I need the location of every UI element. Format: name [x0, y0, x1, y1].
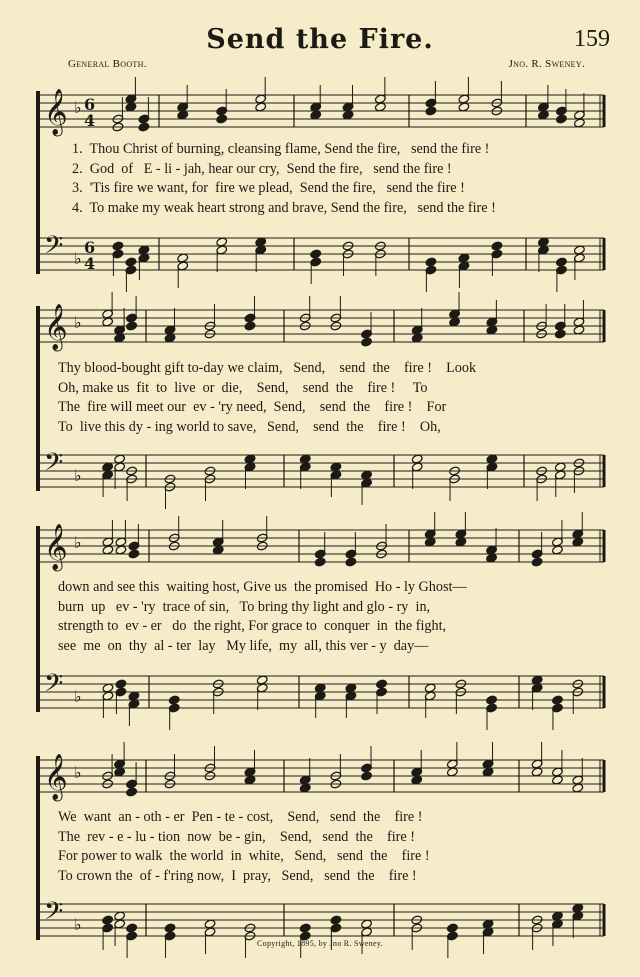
note-head	[531, 767, 543, 777]
note-head	[446, 923, 458, 933]
note-head	[572, 783, 584, 793]
bass-clef-icon: 𝄢	[44, 448, 64, 483]
lyric-line: We want an - oth - er Pen - te - cost, Send, send the fire !	[58, 809, 423, 825]
note-head	[102, 915, 114, 925]
lyric-line: The fire will meet our ev - 'ry need, Send, send the fire ! For	[58, 399, 447, 415]
lyric-line: 3. 'Tis fire we want, for fire we plead, Send the fire, send the fire !	[72, 180, 465, 196]
lyric-line: down and see this waiting host, Give us the promised Ho - ly Ghost—	[58, 579, 467, 595]
note-head	[482, 767, 494, 777]
note-head	[244, 775, 256, 785]
note-head	[164, 923, 176, 933]
key-signature-flat: ♭	[74, 915, 82, 934]
lyric-line: To crown the of - f'ring now, I pray, Send, send the fire !	[58, 867, 417, 884]
lyric-line: see me on thy al - ter lay My life, my all, this ver - y day—	[58, 637, 429, 654]
lyricist-credit: General Booth.	[68, 58, 147, 70]
note-head	[446, 767, 458, 777]
lyric-line: For power to walk the world in white, Send, send the fire !	[58, 848, 430, 864]
page-number: 159	[574, 26, 610, 52]
note-head	[572, 903, 584, 913]
treble-clef-icon: 𝄞	[44, 524, 68, 570]
note-head	[330, 915, 342, 925]
note-head	[126, 923, 138, 933]
note-head	[552, 775, 564, 785]
note-head	[299, 923, 311, 933]
key-signature-flat: ♭	[74, 98, 82, 117]
key-signature-flat: ♭	[74, 763, 82, 782]
lyric-line: The rev - e - lu - tion now be - gin, Send, send the fire !	[58, 828, 415, 845]
bass-clef-icon: 𝄢	[44, 231, 64, 266]
key-signature-flat: ♭	[74, 533, 82, 552]
copyright-notice: Copyright, 1895, by Jno R. Sweney.	[257, 939, 383, 948]
time-signature-top: 6	[84, 95, 96, 114]
lyric-line: 2. God of E - li - jah, hear our cry, Send the fire, send the fire !	[72, 160, 452, 177]
system-bracket	[36, 756, 40, 940]
note-head	[552, 911, 564, 921]
lyric-line: Thy blood-bought gift to-day we claim, Send, send the fire ! Look	[58, 360, 477, 376]
note-head	[411, 775, 423, 785]
note-head	[204, 919, 216, 929]
lyric-line: 1. Thou Christ of burning, cleansing flame, Send the fire, send the fire !	[72, 141, 490, 157]
note-head	[114, 911, 126, 921]
hymn-title: Send the Fire.	[206, 24, 434, 55]
note-head	[361, 771, 373, 781]
treble-clef-icon: 𝄞	[44, 754, 68, 800]
key-signature-flat: ♭	[74, 313, 82, 332]
treble-clef-icon: 𝄞	[44, 304, 68, 350]
time-signature-bottom: 4	[84, 111, 96, 130]
note-head	[299, 783, 311, 793]
lyric-line: 4. To make my weak heart strong and brave, Send the fire, send the fire !	[72, 199, 496, 216]
time-signature-bottom: 4	[84, 254, 96, 273]
key-signature-flat: ♭	[74, 687, 82, 706]
note-head	[126, 787, 138, 797]
music-system	[34, 0, 610, 977]
note-head	[114, 767, 126, 777]
key-signature-flat: ♭	[74, 466, 82, 485]
bass-clef-icon: 𝄢	[44, 897, 64, 932]
lyric-line: burn up ev - 'ry trace of sin, To bring thy light and glo - ry in,	[58, 598, 431, 615]
note-head	[482, 919, 494, 929]
lyric-line: strength to ev - er do the right, For grace to conquer in the fight,	[58, 618, 447, 634]
lyric-line: To live this dy - ing world to save, Send, send the fire ! Oh,	[58, 418, 441, 435]
time-signature-top: 6	[84, 238, 96, 257]
key-signature-flat: ♭	[74, 249, 82, 268]
composer-credit: Jno. R. Sweney.	[508, 58, 585, 70]
lyric-line: Oh, make us fit to live or die, Send, send the fire ! To	[58, 379, 428, 396]
note-head	[361, 919, 373, 929]
bass-clef-icon: 𝄢	[44, 669, 64, 704]
treble-clef-icon: 𝄞	[44, 89, 68, 135]
